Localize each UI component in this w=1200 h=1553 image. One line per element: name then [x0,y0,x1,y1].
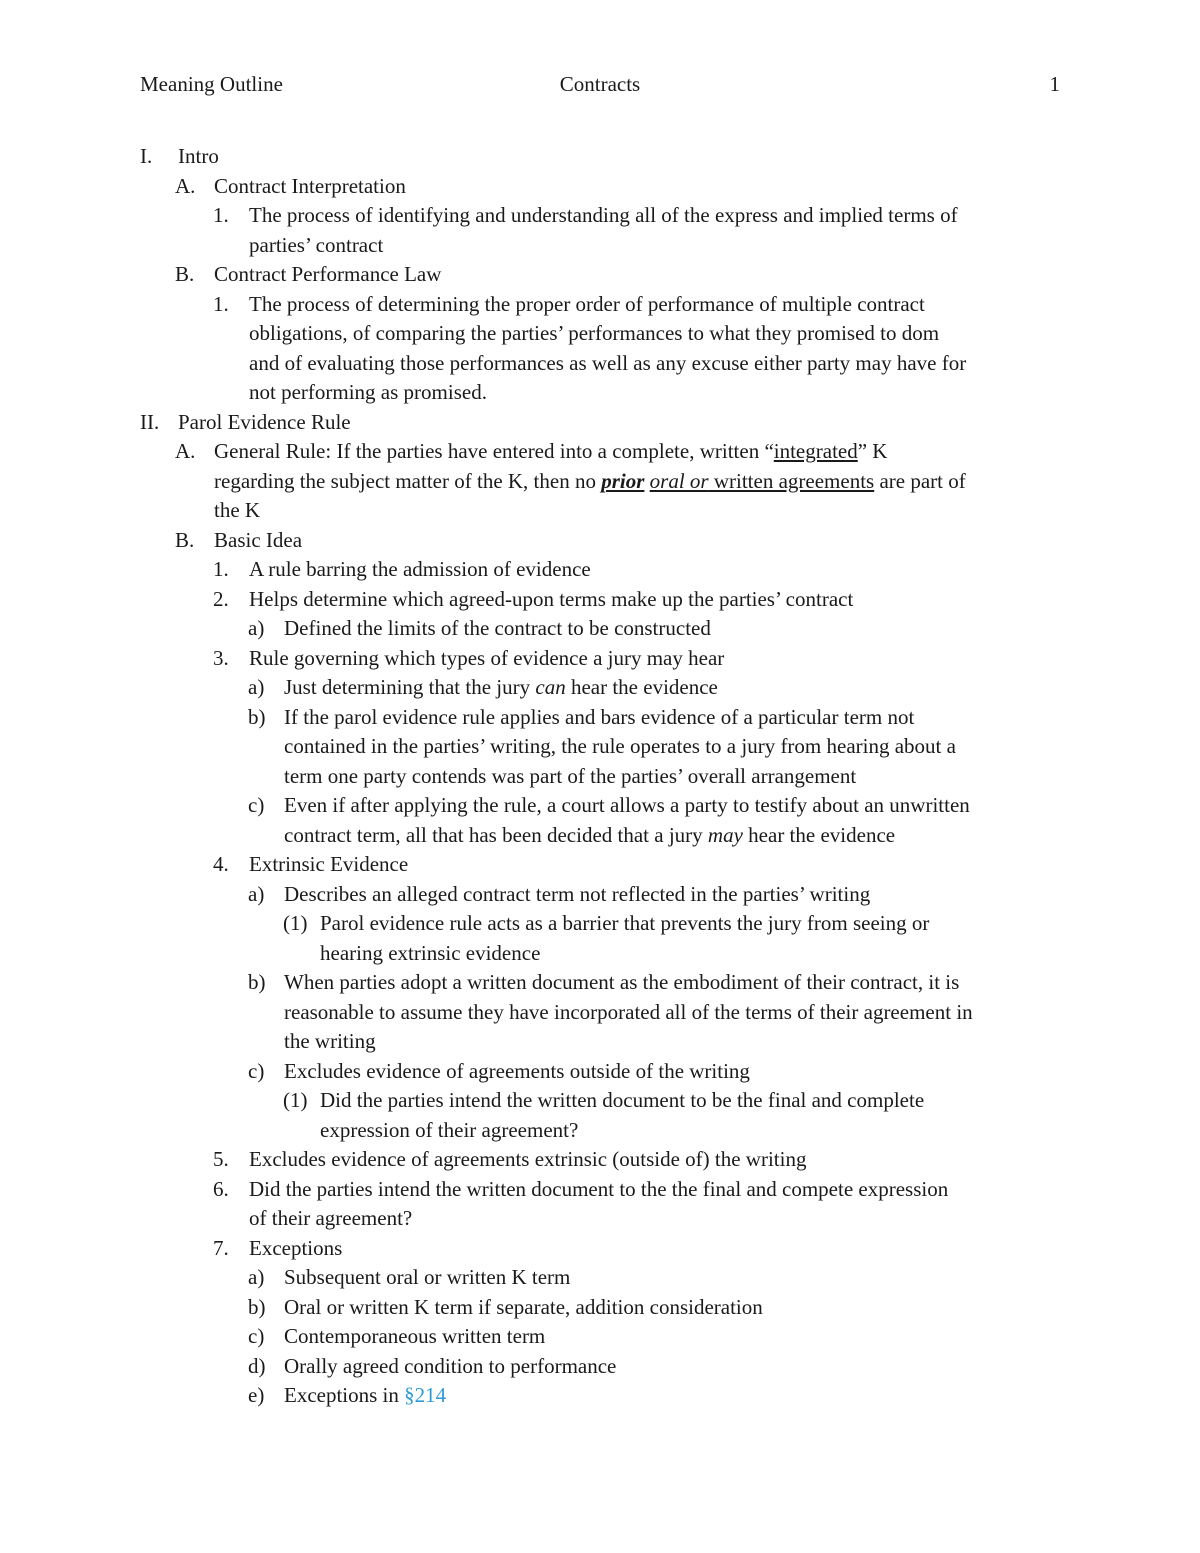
text-run: are part of [874,468,966,493]
underlined-term: integrated [773,439,858,463]
outline-marker: a) [248,616,265,640]
outline-marker: A. [175,439,196,463]
outline-text: not performing as promised. [249,380,487,404]
outline-marker: 2. [213,586,229,611]
outline-marker: A. [175,173,196,198]
outline-text: Excludes evidence of agreements outside of the writing [284,1058,750,1083]
outline-item [140,585,1060,615]
outline-text: Basic Idea [214,527,303,552]
outline-item [140,437,1060,467]
outline-continuation [140,496,1060,526]
outline-text: Orally agreed condition to performance [284,1353,617,1378]
outline-continuation [140,319,1060,349]
outline-item [140,1145,1060,1175]
outline [140,142,1060,1411]
text-run: regarding the subject matter of the K, then no [214,468,602,493]
outline-text: The process of identifying and understanding all of the express and implied terms of [249,203,958,227]
outline-marker: a) [248,1265,265,1289]
outline-marker: a) [248,675,265,699]
outline-marker: c) [248,1324,265,1348]
outline-item [140,850,1060,880]
page-header [140,72,1060,104]
outline-text: The process of determining the proper order of performance of multiple contract [249,291,925,316]
section-title: Intro [178,144,219,168]
outline-marker: (1) [283,911,308,935]
outline-continuation [140,1027,1060,1057]
outline-text: term one party contends was part of the parties’ overall arrangement [284,763,857,788]
outline-text: the K [214,498,261,522]
outline-item [140,1263,1060,1293]
outline-text: hearing extrinsic evidence [320,940,541,965]
outline-item [140,260,1060,290]
outline-marker: e) [248,1383,265,1407]
outline-text: expression of their agreement? [320,1117,579,1142]
outline-text: reasonable to assume they have incorporated all of the terms of their agreement in [284,999,973,1024]
header-left: Meaning Outline [140,72,283,96]
emphasis-may: may [707,822,743,847]
emphasis-can: can [535,675,566,699]
outline-marker: 1. [213,203,229,227]
outline-item [140,1381,1060,1411]
outline-marker: b) [248,970,266,994]
outline-text: If the parol evidence rule applies and bars evidence of a particular term not [284,704,915,729]
outline-marker: d) [248,1353,266,1378]
outline-marker: b) [248,704,266,729]
outline-text: Extrinsic Evidence [249,852,409,876]
outline-item [140,1175,1060,1205]
section-214-link[interactable]: §214 [404,1383,447,1407]
outline-text: Did the parties intend the written document to be the final and complete [320,1088,925,1112]
outline-marker: 7. [213,1235,229,1260]
outline-item [140,1057,1060,1087]
outline-continuation [140,762,1060,792]
outline-continuation [140,1204,1060,1234]
outline-text: Parol evidence rule acts as a barrier that prevents the jury from seeing or [320,911,930,935]
outline-text: Exceptions [249,1235,343,1260]
outline-text: the writing [284,1029,376,1053]
outline-marker: B. [175,262,195,286]
outline-continuation [140,349,1060,379]
outline-section-parol-evidence [140,408,1060,438]
outline-marker: 1. [213,291,229,316]
outline-item [140,526,1060,556]
outline-marker: B. [175,527,195,552]
section-title: Parol Evidence Rule [178,409,351,434]
outline-continuation [140,378,1060,408]
outline-text: Did the parties intend the written document to the the final and compete expression [249,1176,949,1201]
outline-marker: b) [248,1294,266,1319]
outline-continuation [140,467,1060,497]
outline-text [284,821,1060,851]
outline-continuation [140,939,1060,969]
outline-item [140,1352,1060,1382]
outline-continuation [140,732,1060,762]
outline-item [140,1086,1060,1116]
emphasis-oral-or: oral or [649,468,709,493]
text-run: Exceptions in [284,1383,405,1407]
text-run: hear the evidence [742,822,896,847]
outline-marker: 1. [213,557,229,581]
outline-marker: 3. [213,645,229,670]
outline-item [140,290,1060,320]
outline-marker: 6. [213,1176,229,1201]
outline-marker: II. [140,409,160,434]
outline-marker: a) [248,881,265,906]
outline-item [140,673,1060,703]
text-run: contract term, all that has been decided that a jury [284,822,708,847]
outline-text: A rule barring the admission of evidence [249,557,591,581]
outline-text: obligations, of comparing the parties’ performances to what they promised to dom [249,321,940,345]
outline-continuation [140,998,1060,1028]
outline-text [284,673,1060,703]
text-run: General Rule: If the parties have entered into a complete, written “ [214,439,774,463]
outline-item [140,909,1060,939]
outline-section-intro [140,142,1060,172]
underlined-term: written agreements [708,468,875,493]
outline-item [140,1322,1060,1352]
outline-item [140,1234,1060,1264]
outline-text: Contract Interpretation [214,173,406,198]
outline-text: Rule governing which types of evidence a jury may hear [249,645,725,670]
outline-item [140,968,1060,998]
outline-text [214,467,1060,497]
outline-text: Helps determine which agreed-upon terms make up the parties’ contract [249,586,854,611]
text-run: Just determining that the jury [284,675,536,699]
text-run: hear the evidence [565,675,718,699]
outline-text: Contemporaneous written term [284,1324,546,1348]
outline-item [140,644,1060,674]
outline-continuation [140,821,1060,851]
outline-text: Describes an alleged contract term not reflected in the parties’ writing [284,881,871,906]
outline-text: Oral or written K term if separate, addition consideration [284,1294,763,1319]
outline-text [284,1381,1060,1411]
outline-item [140,614,1060,644]
outline-continuation [140,1116,1060,1146]
outline-continuation [140,231,1060,261]
outline-text: When parties adopt a written document as the embodiment of their contract, it is [284,970,960,994]
emphasis-prior: prior [601,468,645,493]
outline-item [140,791,1060,821]
outline-text: parties’ contract [249,232,384,257]
outline-marker: c) [248,793,265,817]
outline-text: and of evaluating those performances as well as any excuse either party may have for [249,350,967,375]
outline-text: of their agreement? [249,1206,413,1230]
outline-text: contained in the parties’ writing, the rule operates to a jury from hearing about a [284,734,956,758]
outline-text [214,437,1060,467]
outline-marker: c) [248,1058,265,1083]
outline-marker: 5. [213,1147,229,1171]
outline-marker: 4. [213,852,229,876]
outline-item [140,880,1060,910]
text-run: ” K [857,439,888,463]
header-title: Contracts [559,72,641,96]
outline-text: Defined the limits of the contract to be constructed [284,616,711,640]
outline-marker: (1) [283,1088,308,1112]
outline-item [140,172,1060,202]
outline-text: Excludes evidence of agreements extrinsic (outside of) the writing [249,1147,807,1171]
outline-text: Contract Performance Law [214,262,442,286]
page-number: 1 [1049,72,1060,96]
outline-text: Subsequent oral or written K term [284,1265,571,1289]
outline-item [140,555,1060,585]
outline-text: Even if after applying the rule, a court allows a party to testify about an unwritten [284,793,970,817]
outline-item [140,1293,1060,1323]
outline-item [140,703,1060,733]
outline-item [140,201,1060,231]
outline-marker: I. [140,144,153,168]
